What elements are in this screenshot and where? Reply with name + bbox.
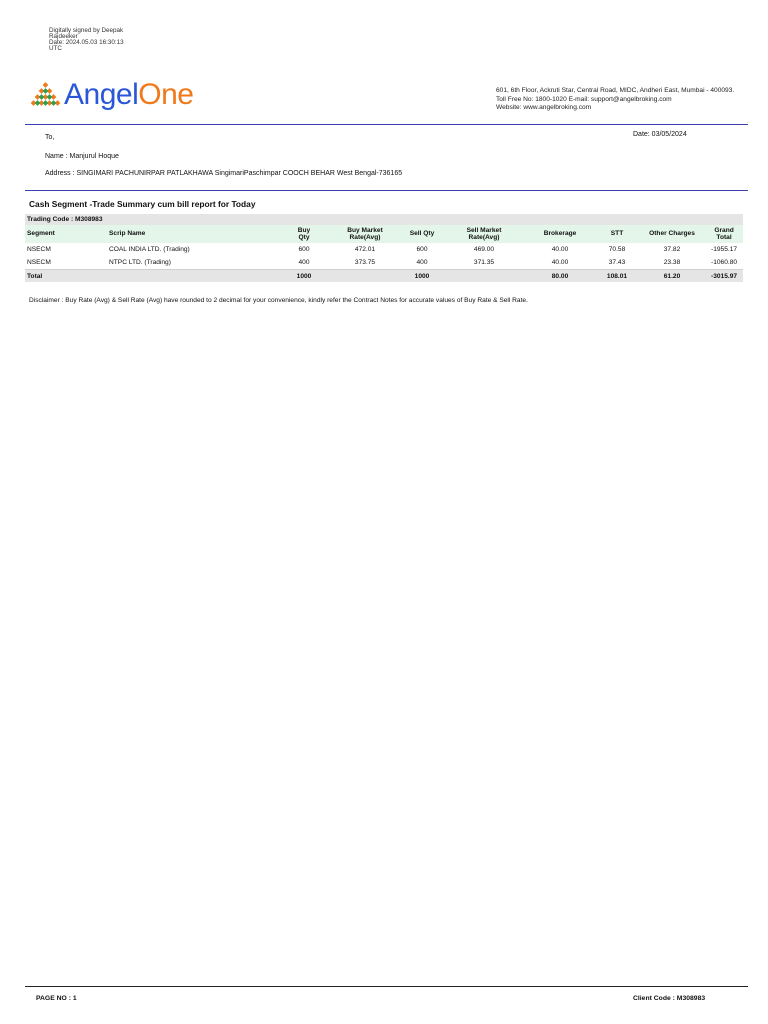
signature-line: Rajdeeker xyxy=(49,33,78,40)
cell-stt: 70.58 xyxy=(608,246,626,253)
company-website-line: Website: www.angelbroking.com xyxy=(496,104,592,112)
col-header-brokerage: Brokerage xyxy=(525,225,595,243)
col-header-sell-qty: Sell Qty xyxy=(401,225,443,243)
cell-buy-qty: 400 xyxy=(298,259,310,266)
col-header-scrip: Scrip Name xyxy=(107,225,279,243)
table-row xyxy=(25,243,743,256)
brand-name xyxy=(64,80,193,110)
company-contact-line: Toll Free No: 1800-1020 E-mail: support@angelbroking.com xyxy=(496,95,672,103)
signature-line: Digitally signed by Deepak xyxy=(49,27,124,34)
total-label: Total xyxy=(25,270,107,283)
col-header-buy-rate xyxy=(329,225,401,243)
triangle-logo-icon xyxy=(30,82,61,108)
cell-brokerage: 40.00 xyxy=(551,259,569,266)
col-header-buy-qty-line1: Buy xyxy=(297,226,311,234)
col-header-buy-rate-line1: Buy Market xyxy=(347,226,383,234)
recipient-name: Name : Manjurul Hoque xyxy=(45,153,119,160)
header-divider xyxy=(25,124,748,125)
cell-scrip: COAL INDIA LTD. (Trading) xyxy=(109,246,190,253)
page-number: PAGE NO : 1 xyxy=(36,995,77,1002)
client-code: Client Code : M308983 xyxy=(633,995,706,1002)
cell-grand-total: -1060.80 xyxy=(711,259,738,266)
total-stt: 108.01 xyxy=(595,270,639,283)
brand-name-angel: Angel xyxy=(64,78,139,111)
total-empty-cell xyxy=(443,270,525,283)
total-row xyxy=(25,270,743,283)
digital-signature xyxy=(49,28,139,52)
col-header-buy-rate-line2: Rate(Avg) xyxy=(349,234,381,241)
angelone-logo xyxy=(30,78,193,112)
total-sell-qty: 1000 xyxy=(401,270,443,283)
cell-buy-rate: 373.75 xyxy=(354,259,376,266)
cell-segment: NSECM xyxy=(27,259,51,266)
recipient-address: Address : SINGIMARI PACHUNIRPAR PATLAKHAWA SingimariPaschimpar COOCH BEHAR West Bengal-736165 xyxy=(45,170,403,177)
cell-scrip: NTPC LTD. (Trading) xyxy=(109,259,171,266)
cell-stt: 37.43 xyxy=(608,259,626,266)
col-header-buy-qty-line2: Qty xyxy=(298,234,310,241)
col-header-grand-total: Grand Total xyxy=(705,225,743,243)
trading-code-row xyxy=(25,214,743,225)
cell-sell-rate: 371.35 xyxy=(473,259,495,266)
footer-divider xyxy=(25,986,748,987)
trading-code: Trading Code : M308983 xyxy=(25,214,743,225)
cell-other-charges: 23.38 xyxy=(663,259,681,266)
total-other-charges: 61.20 xyxy=(639,270,705,283)
col-header-sell-rate-line2: Rate(Avg) xyxy=(468,234,500,241)
cell-sell-rate: 469.00 xyxy=(473,246,495,253)
cell-other-charges: 37.82 xyxy=(663,246,681,253)
col-header-sell-rate xyxy=(443,225,525,243)
total-grand-total: -3015.97 xyxy=(705,270,743,283)
cell-sell-qty: 400 xyxy=(416,259,428,266)
cell-sell-qty: 600 xyxy=(416,246,428,253)
signature-line: Date: 2024.05.03 16:30:13 xyxy=(49,39,124,46)
col-header-buy-qty xyxy=(279,225,329,243)
table-header-row xyxy=(25,225,743,243)
col-header-stt: STT xyxy=(595,225,639,243)
report-date: Date: 03/05/2024 xyxy=(633,131,687,138)
col-header-segment: Segment xyxy=(25,225,107,243)
total-empty-cell xyxy=(329,270,401,283)
brand-name-one: One xyxy=(138,78,194,111)
company-address-line: 601, 6th Floor, Ackruti Star, Central Road, MIDC, Andheri East, Mumbai - 400093. xyxy=(496,87,735,94)
total-brokerage: 80.00 xyxy=(525,270,595,283)
recipient-divider xyxy=(25,190,748,191)
report-title: Cash Segment -Trade Summary cum bill report for Today xyxy=(29,199,256,209)
cell-buy-rate: 472.01 xyxy=(354,246,376,253)
cell-buy-qty: 600 xyxy=(298,246,310,253)
table-row xyxy=(25,256,743,270)
cell-grand-total: -1955.17 xyxy=(711,246,738,253)
disclaimer-text: Disclaimer : Buy Rate (Avg) & Sell Rate (Avg) have rounded to 2 decimal for your convenience, kindly refer the Contract Notes for accurate values of Buy Rate & Sell Rate. xyxy=(29,297,528,304)
cell-brokerage: 40.00 xyxy=(551,246,569,253)
col-header-other-charges: Other Charges xyxy=(639,225,705,243)
col-header-sell-rate-line1: Sell Market xyxy=(466,226,502,234)
to-label: To, xyxy=(45,134,55,141)
company-address xyxy=(496,87,734,113)
total-empty-cell xyxy=(107,270,279,283)
trade-summary-table xyxy=(25,214,743,282)
cell-segment: NSECM xyxy=(27,246,51,253)
signature-line: UTC xyxy=(49,45,62,52)
total-buy-qty: 1000 xyxy=(279,270,329,283)
